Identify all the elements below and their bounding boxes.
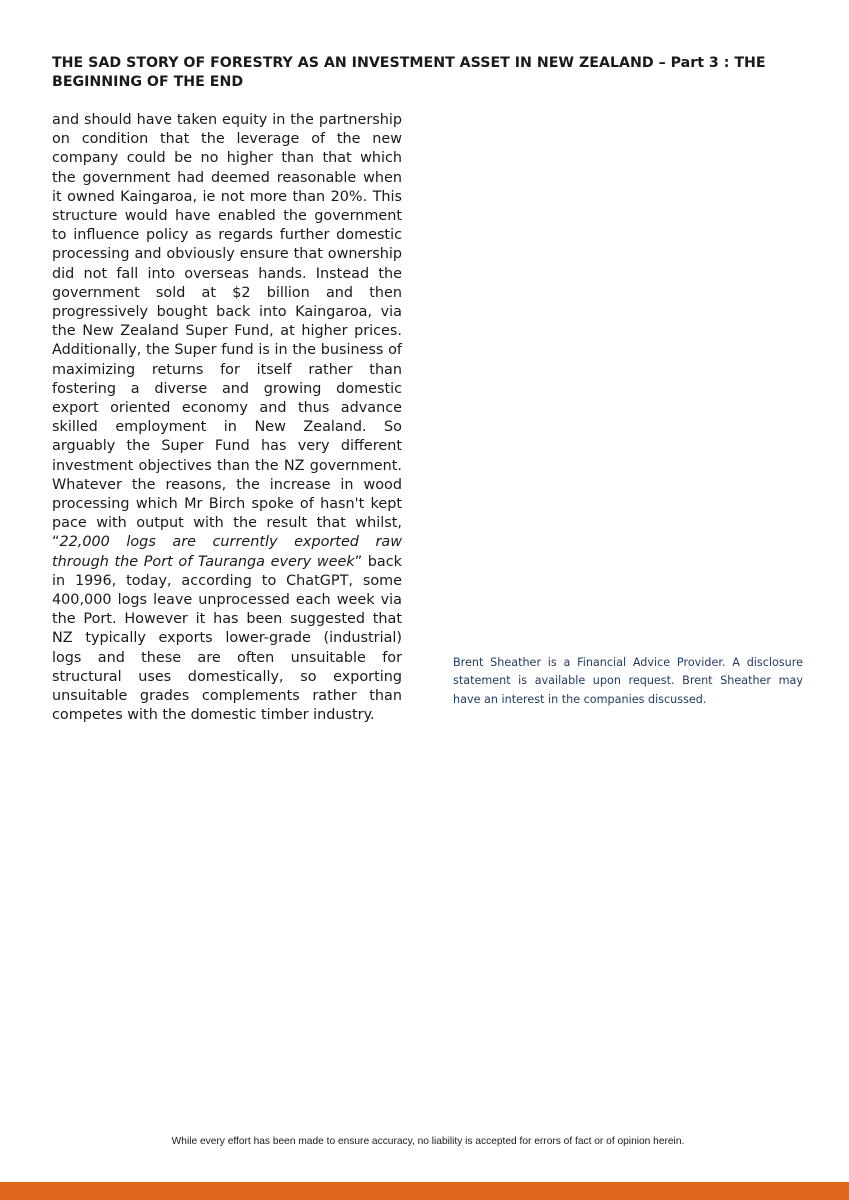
quoted-text: 22,000 logs are currently exported raw through the Port of Tauranga every week (52, 534, 402, 570)
body-paragraph (52, 111, 402, 726)
body-text-end: ” back in 1996, today, according to ChatGPT, some 400,000 logs leave unprocessed each week via the Port. However it has been suggested that NZ typically exports lower-grade (industrial) logs and these are often unsuitable for structural uses domestically, so exporting unsuitable grades complements rather than competes with the domestic timber industry. (52, 553, 402, 724)
footer-bar (0, 1182, 849, 1200)
page-title: THE SAD STORY OF FORESTRY AS AN INVESTMENT ASSET IN NEW ZEALAND – Part 3 : THE BEGINNING OF THE END (52, 55, 766, 90)
disclosure-statement: Brent Sheather is a Financial Advice Provider. A disclosure statement is available upon request. Brent Sheather may have an interest in the companies discussed. (453, 656, 803, 706)
body-text-start: and should have taken equity in the partnership on condition that the leverage of the new company could be no higher than that which the government had deemed reasonable when it owned Kaingaroa, ie not more than 20%. This structure would have enabled the government to influence policy as regards further domestic processing and obviously ensure that ownership did not fall into overseas hands. Instead the government sold at $2 billion and then progressively bought back into Kaingaroa, via the New Zealand Super Fund, at higher prices. Additionally, the Super fund is in the business of maximizing returns for itself rather than fostering a diverse and growing domestic export oriented economy and thus advance skilled employment in New Zealand. So arguably the Super Fund has very different investment objectives than the NZ government. Whatever the reasons, the increase in wood processing which Mr Birch spoke of hasn't kept pace with output with the result that whilst, “ (52, 112, 402, 551)
liability-disclaimer: While every effort has been made to ensure accuracy, no liability is accepted for errors of fact or of opinion herein. (171, 1136, 685, 1147)
